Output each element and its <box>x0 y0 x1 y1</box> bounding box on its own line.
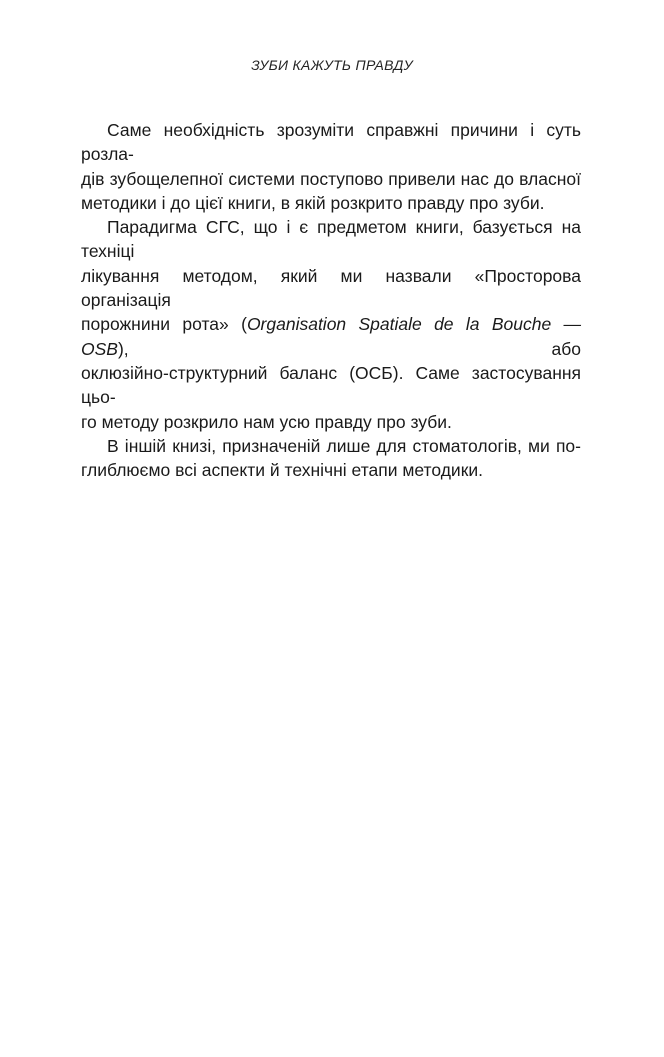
text-line: методики і до цієї книги, в якій розкрито правду про зуби. <box>81 192 545 213</box>
paragraph <box>81 434 581 483</box>
text-line: Парадигма СГС, що і є предметом книги, базується на техніці <box>81 217 581 262</box>
paragraph <box>81 118 581 215</box>
text-line: го методу розкрило нам усю правду про зуби. <box>81 411 452 432</box>
text-segment: ), або <box>117 338 581 359</box>
text-line: глиблюємо всі аспекти й технічні етапи методики. <box>81 460 483 481</box>
text-line: лікування методом, який ми назвали «Просторова організація <box>81 265 581 311</box>
text-line: дів зубощелепної системи поступово привели нас до власної <box>81 168 581 189</box>
text-segment-italic: Organisation Spatiale de la Bouche — OSB <box>81 314 582 359</box>
text-block <box>81 118 581 482</box>
book-page <box>0 57 664 1057</box>
text-line: В іншій книзі, призначеній лише для стоматологів, ми по- <box>107 435 581 456</box>
text-line: Саме необхідність зрозуміти справжні причини і суть розла- <box>81 120 581 165</box>
running-header: ЗУБИ КАЖУТЬ ПРАВДУ <box>251 57 413 73</box>
text-line <box>81 312 581 361</box>
paragraph <box>81 215 581 434</box>
text-segment: порожнини рота» ( <box>81 314 247 335</box>
text-line: оклюзійно-структурний баланс (ОСБ). Саме застосування цьо- <box>81 362 581 408</box>
